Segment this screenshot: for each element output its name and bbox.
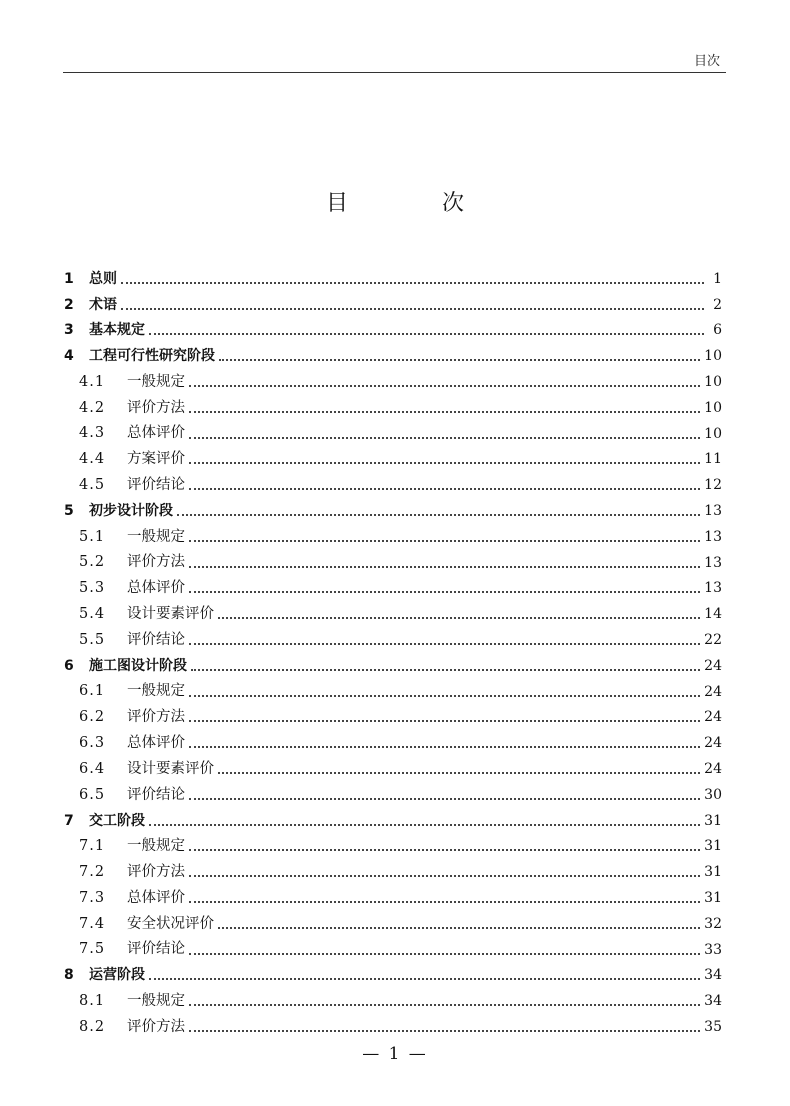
toc-dot-leader — [189, 462, 700, 464]
toc-entry-number: 6.3 — [79, 734, 106, 751]
toc-entry-label: 一般规定 — [127, 528, 185, 545]
toc-entry-number: 5.4 — [79, 606, 106, 622]
toc-section-entry[interactable] — [64, 421, 722, 447]
toc-entry-page: 31 — [704, 812, 722, 829]
toc-dot-leader — [189, 798, 700, 800]
toc-dot-leader — [218, 617, 700, 619]
toc-entry-page: 31 — [704, 864, 722, 881]
toc-entry-label: 设计要素评价 — [127, 606, 214, 622]
toc-entry-label: 评价结论 — [127, 631, 185, 648]
toc-entry-number: 5 — [64, 503, 74, 520]
toc-entry-label: 评价方法 — [127, 1018, 185, 1035]
toc-section-entry[interactable] — [64, 576, 722, 602]
toc-chapter-entry[interactable] — [64, 963, 722, 989]
toc-entry-label: 设计要素评价 — [127, 760, 214, 777]
toc-entry-page: 1 — [713, 270, 722, 287]
toc-entry-label: 工程可行性研究阶段 — [89, 348, 215, 365]
toc-dot-leader — [189, 746, 700, 748]
toc-section-entry[interactable] — [64, 834, 722, 860]
toc-dot-leader — [189, 643, 700, 645]
toc-entry-page: 34 — [704, 993, 722, 1010]
running-header-title: 目次 — [693, 54, 720, 69]
toc-entry-page: 31 — [704, 890, 722, 907]
toc-entry-label: 评价结论 — [127, 941, 185, 958]
toc-chapter-entry[interactable] — [64, 653, 722, 679]
toc-entry-page: 13 — [704, 580, 722, 597]
header-rule — [63, 72, 726, 73]
toc-entry-label: 交工阶段 — [89, 812, 145, 829]
toc-dot-leader — [149, 978, 700, 980]
toc-section-entry[interactable] — [64, 1014, 722, 1040]
toc-entry-number: 5.5 — [79, 631, 106, 648]
toc-entry-label: 一般规定 — [127, 992, 185, 1009]
toc-section-entry[interactable] — [64, 679, 722, 705]
toc-chapter-entry[interactable] — [64, 266, 722, 292]
toc-chapter-entry[interactable] — [64, 498, 722, 524]
toc-entry-page: 13 — [704, 503, 722, 520]
toc-entry-page: 6 — [713, 322, 722, 339]
toc-entry-number: 4.1 — [79, 373, 106, 390]
toc-entry-page: 10 — [704, 374, 722, 391]
toc-entry-page: 10 — [704, 348, 722, 365]
toc-section-entry[interactable] — [64, 730, 722, 756]
toc-dot-leader — [219, 359, 700, 361]
toc-entry-page: 24 — [704, 761, 722, 778]
toc-entry-number: 4 — [64, 348, 74, 365]
toc-entry-number: 4.4 — [79, 451, 106, 468]
toc-dot-leader — [121, 282, 704, 284]
toc-entry-label: 初步设计阶段 — [89, 503, 173, 520]
toc-dot-leader — [189, 540, 700, 542]
toc-dot-leader — [189, 385, 700, 387]
toc-entry-page: 24 — [704, 657, 722, 674]
toc-entry-page: 32 — [704, 915, 722, 932]
toc-entry-page: 22 — [704, 632, 722, 649]
toc-section-entry[interactable] — [64, 472, 722, 498]
toc-entry-number: 7.4 — [79, 915, 106, 932]
toc-section-entry[interactable] — [64, 937, 722, 963]
toc-entry-page: 10 — [704, 425, 722, 442]
toc-entry-number: 4.5 — [79, 477, 106, 494]
toc-dot-leader — [149, 824, 700, 826]
toc-entry-number: 7.1 — [79, 838, 106, 855]
toc-entry-label: 施工图设计阶段 — [89, 657, 187, 674]
toc-dot-leader — [189, 566, 700, 568]
toc-entry-label: 评价方法 — [127, 709, 185, 726]
toc-dot-leader — [149, 333, 704, 335]
toc-entry-number: 7.2 — [79, 863, 106, 880]
toc-entry-label: 总体评价 — [127, 580, 185, 597]
toc-chapter-entry[interactable] — [64, 292, 722, 318]
toc-entry-number: 3 — [64, 322, 74, 339]
toc-entry-number: 5.3 — [79, 580, 106, 597]
toc-section-entry[interactable] — [64, 782, 722, 808]
page-number: — 1 — — [362, 1044, 428, 1064]
toc-entry-page: 24 — [704, 709, 722, 726]
toc-dot-leader — [189, 953, 700, 955]
toc-entry-number: 8 — [64, 967, 74, 984]
toc-entry-page: 34 — [704, 967, 722, 984]
toc-entry-page: 24 — [704, 735, 722, 752]
toc-entry-page: 14 — [704, 606, 722, 623]
toc-entry-page: 31 — [704, 838, 722, 855]
toc-entry-number: 8.2 — [79, 1018, 106, 1035]
toc-dot-leader — [189, 591, 700, 593]
toc-entry-label: 评价方法 — [127, 863, 185, 880]
toc-entry-label: 评价结论 — [127, 477, 185, 494]
toc-dot-leader — [189, 901, 700, 903]
toc-entry-label: 一般规定 — [127, 373, 185, 390]
toc-entry-label: 术语 — [89, 296, 117, 313]
toc-dot-leader — [189, 849, 700, 851]
toc-section-entry[interactable] — [64, 395, 722, 421]
toc-entry-number: 6 — [64, 657, 74, 674]
toc-dot-leader — [189, 437, 700, 439]
toc-section-entry[interactable] — [64, 988, 722, 1014]
toc-entry-label: 评价结论 — [127, 786, 185, 803]
toc-entry-page: 12 — [704, 477, 722, 494]
toc-entry-page: 10 — [704, 399, 722, 416]
toc-section-entry[interactable] — [64, 447, 722, 473]
toc-entry-page: 13 — [704, 528, 722, 545]
toc-dot-leader — [191, 669, 700, 671]
toc-entry-number: 7 — [64, 812, 74, 829]
toc-entry-number: 2 — [64, 296, 74, 313]
toc-entry-number: 6.4 — [79, 760, 106, 777]
toc-entry-number: 5.1 — [79, 528, 106, 545]
toc-dot-leader — [189, 1004, 700, 1006]
toc-entry-label: 安全状况评价 — [127, 915, 214, 932]
toc-entry-number: 4.2 — [79, 399, 106, 416]
toc-section-entry[interactable] — [64, 885, 722, 911]
toc-entry-label: 基本规定 — [89, 322, 145, 339]
toc-entry-label: 评价方法 — [127, 554, 185, 571]
page-title: 目 次 — [325, 191, 500, 216]
toc-dot-leader — [218, 927, 700, 929]
toc-dot-leader — [218, 772, 700, 774]
toc-entry-label: 总体评价 — [127, 889, 185, 906]
toc-entry-page: 30 — [704, 786, 722, 803]
toc-chapter-entry[interactable] — [64, 808, 722, 834]
toc-dot-leader — [121, 308, 704, 310]
toc-entry-page: 24 — [704, 683, 722, 700]
toc-entry-label: 运营阶段 — [89, 967, 145, 984]
toc-dot-leader — [189, 720, 700, 722]
toc-entry-number: 7.5 — [79, 941, 106, 958]
toc-dot-leader — [189, 695, 700, 697]
toc-entry-number: 1 — [64, 270, 74, 287]
toc-entry-page: 33 — [704, 941, 722, 958]
toc-entry-page: 2 — [713, 296, 722, 313]
toc-section-entry[interactable] — [64, 911, 722, 937]
toc-entry-number: 6.2 — [79, 709, 106, 726]
toc-entry-page: 13 — [704, 554, 722, 571]
toc-section-entry[interactable] — [64, 705, 722, 731]
toc-entry-label: 方案评价 — [127, 451, 185, 468]
toc-entry-number: 5.2 — [79, 554, 106, 571]
toc-entry-number: 6.5 — [79, 786, 106, 803]
toc-section-entry[interactable] — [64, 859, 722, 885]
toc-dot-leader — [189, 1030, 700, 1032]
toc-entry-label: 总体评价 — [127, 425, 185, 442]
toc-chapter-entry[interactable] — [64, 318, 722, 344]
toc-entry-number: 7.3 — [79, 889, 106, 906]
toc-dot-leader — [189, 875, 700, 877]
toc-section-entry[interactable] — [64, 627, 722, 653]
toc-chapter-entry[interactable] — [64, 343, 722, 369]
toc-dot-leader — [189, 488, 700, 490]
toc-dot-leader — [189, 411, 700, 413]
toc-entry-label: 总则 — [89, 270, 117, 287]
toc-entry-label: 评价方法 — [127, 399, 185, 416]
toc-entry-number: 8.1 — [79, 992, 106, 1009]
toc-section-entry[interactable] — [64, 524, 722, 550]
toc-entry-page: 35 — [704, 1019, 722, 1035]
toc-entry-number: 4.3 — [79, 425, 106, 442]
toc-dot-leader — [177, 514, 700, 516]
toc-entry-label: 一般规定 — [127, 838, 185, 855]
toc-section-entry[interactable] — [64, 756, 722, 782]
toc-section-entry[interactable] — [64, 369, 722, 395]
toc-entry-label: 一般规定 — [127, 683, 185, 700]
toc-section-entry[interactable] — [64, 601, 722, 627]
toc-section-entry[interactable] — [64, 550, 722, 576]
toc-entry-number: 6.1 — [79, 683, 106, 700]
toc-entry-label: 总体评价 — [127, 734, 185, 751]
toc-entry-page: 11 — [704, 451, 722, 468]
table-of-contents — [64, 266, 722, 1040]
